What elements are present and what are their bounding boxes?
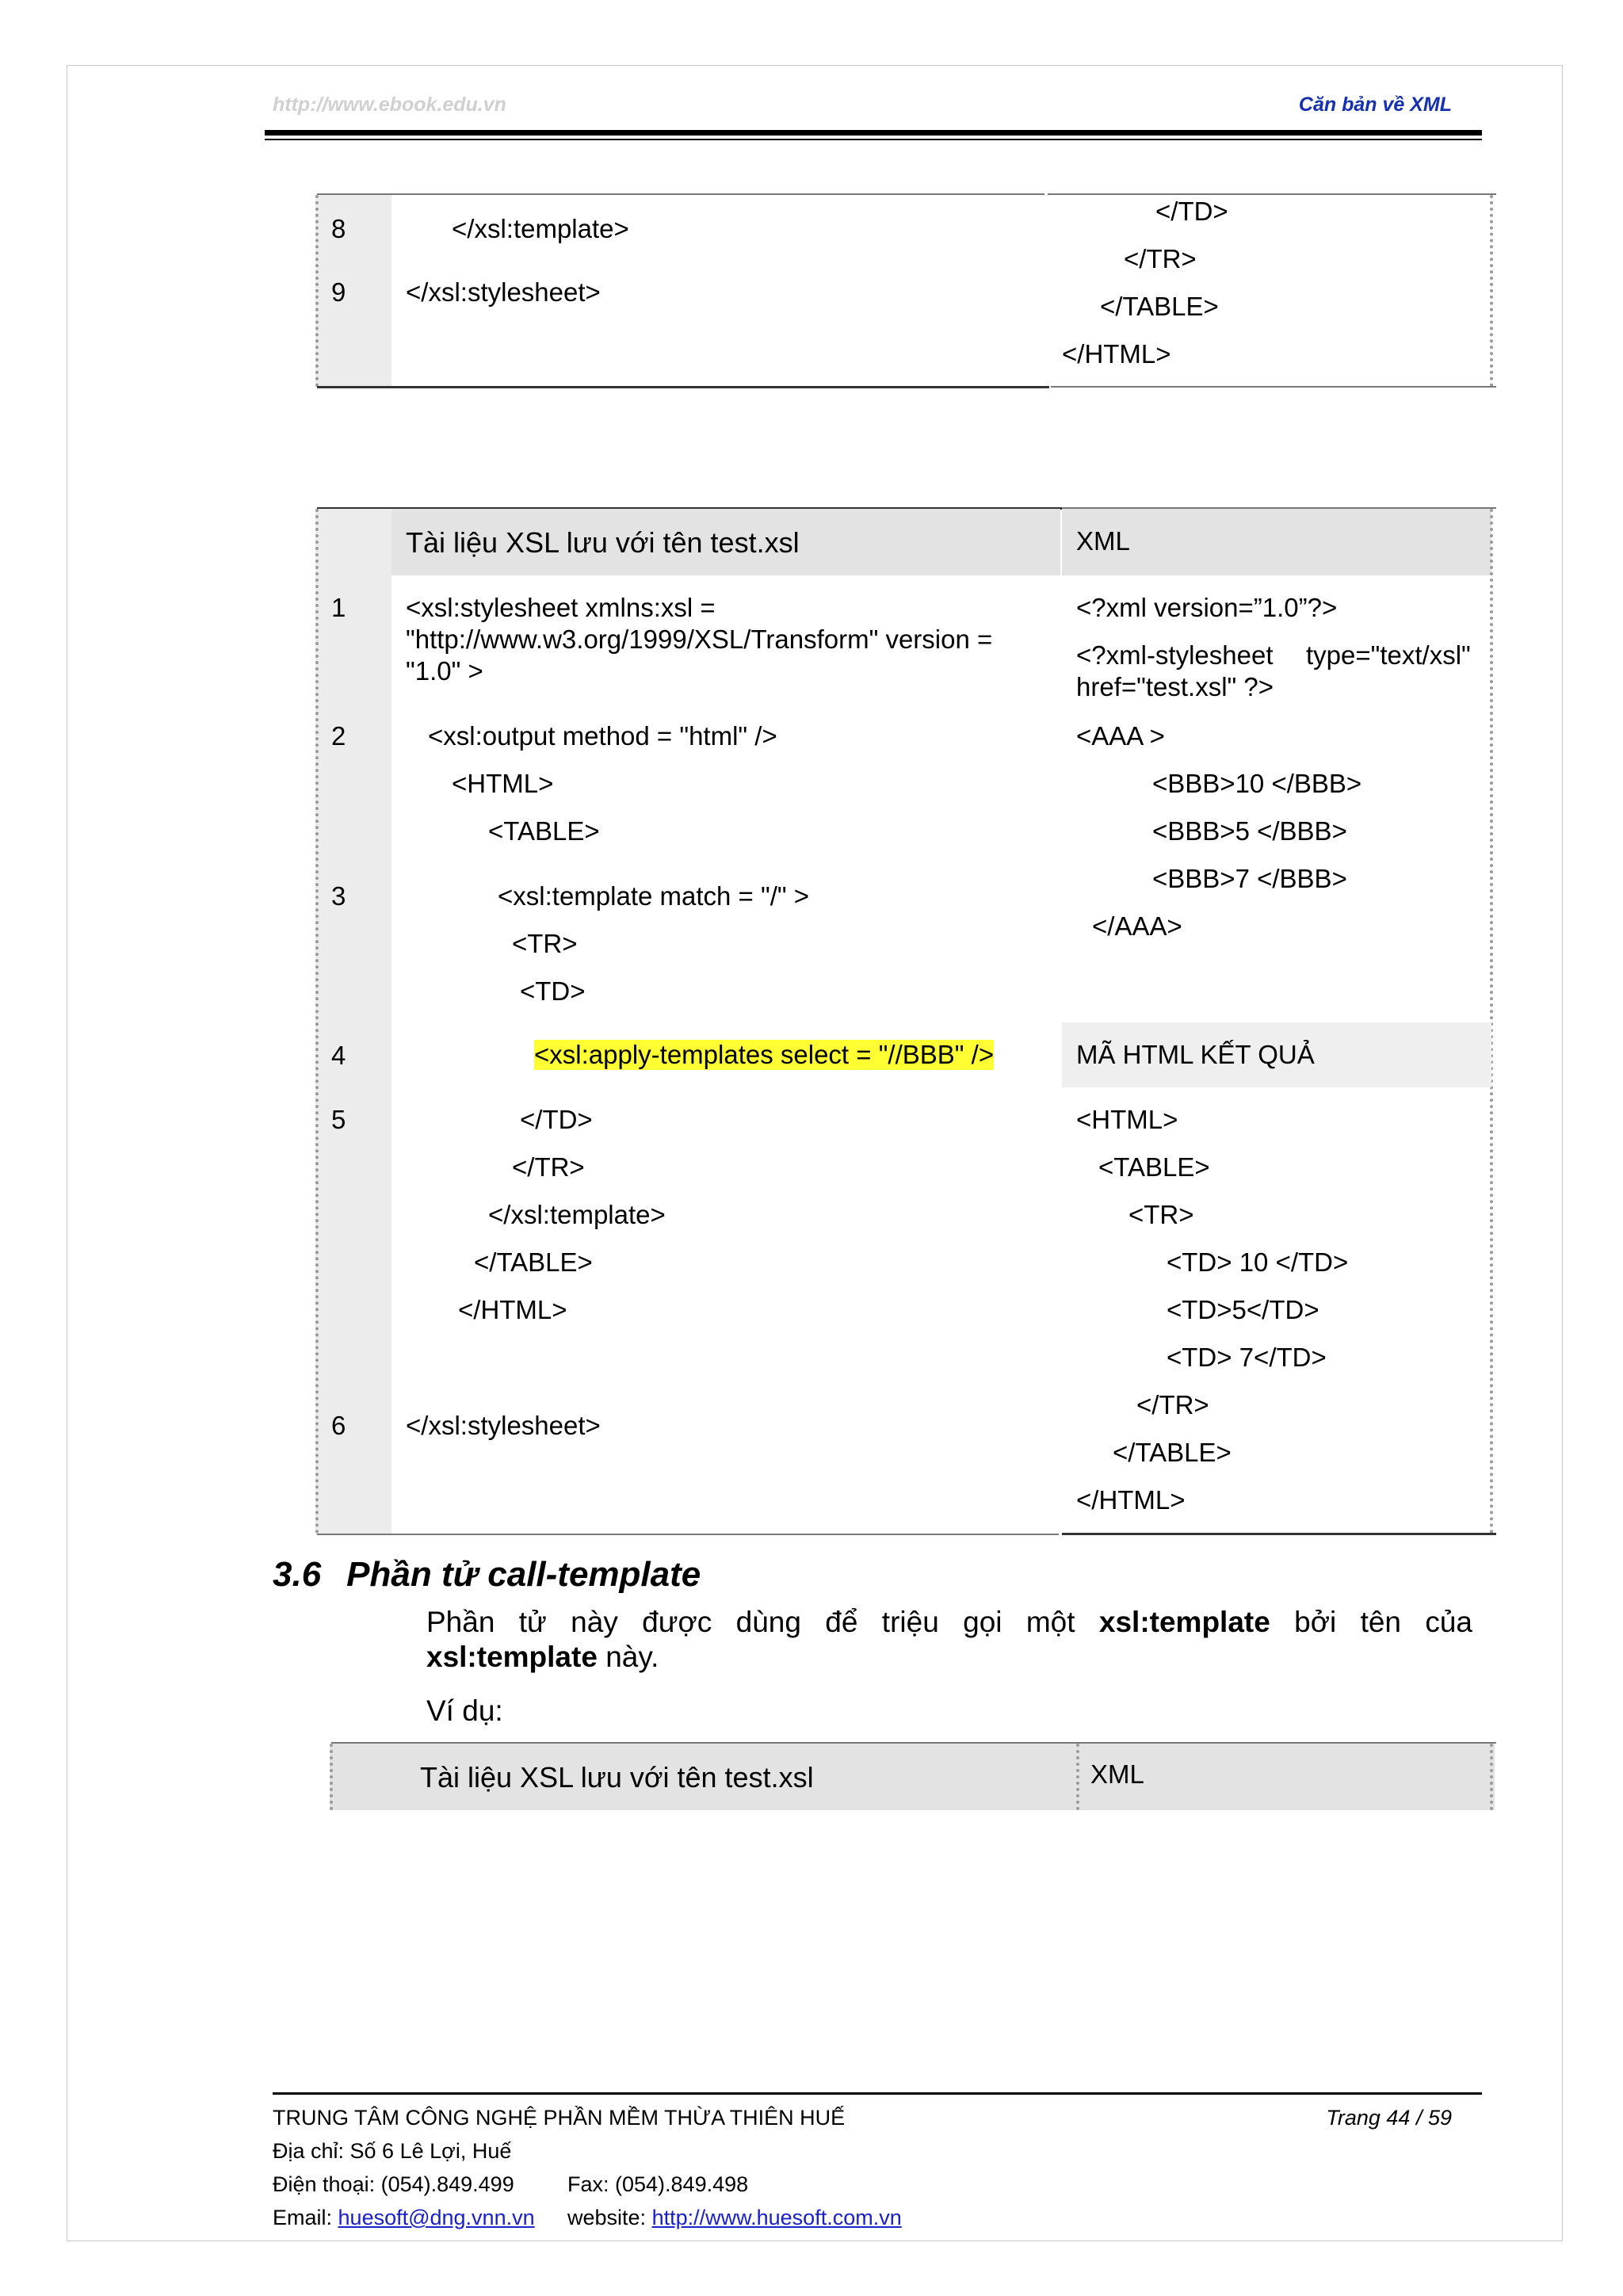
xml-code-line: type="text/xsl"	[1306, 640, 1471, 670]
line-number: 2	[331, 721, 346, 751]
highlighted-xsl-code-line: <xsl:apply-templates select = "//BBB" />	[534, 1040, 995, 1069]
section-number: 3.6	[273, 1555, 322, 1594]
line-number: 5	[331, 1105, 346, 1134]
section-heading	[273, 1555, 701, 1595]
line-number: 1	[331, 593, 346, 622]
footer-org: TRUNG TÂM CÔNG NGHỆ PHẦN MỀM THỪA THIÊN HUẾ	[273, 2106, 846, 2130]
xsl-code-line: </TABLE>	[474, 1247, 593, 1277]
line-number: 6	[331, 1411, 346, 1440]
page-frame	[67, 65, 1563, 2241]
table-border	[317, 1534, 1059, 1535]
xsl-code-line: <TABLE>	[488, 816, 600, 846]
html-code-line: </TR>	[1124, 244, 1197, 273]
line-number-gutter	[315, 509, 391, 1534]
table-header-xsl: Tài liệu XSL lưu với tên test.xsl	[420, 1761, 814, 1794]
line-number: 9	[331, 277, 346, 307]
table-border	[317, 193, 1044, 195]
result-code-line: </TR>	[1136, 1390, 1209, 1419]
paragraph-word: được	[642, 1606, 712, 1638]
result-code-line: <TD>5</TD>	[1167, 1295, 1319, 1324]
example-label: Ví dụ:	[426, 1694, 503, 1727]
paragraph-keyword: xsl:template	[1098, 1606, 1270, 1638]
section-paragraph-line-1	[426, 1606, 1472, 1639]
section-title: Phần tử call-template	[346, 1555, 701, 1594]
xsl-code-line: "1.0" >	[406, 656, 483, 686]
footer-website-row	[567, 2206, 902, 2230]
table-border	[1062, 1533, 1496, 1535]
xml-code-line: <BBB>7 </BBB>	[1152, 864, 1347, 893]
result-code-line: </HTML>	[1076, 1485, 1186, 1515]
footer-phone: Điện thoại: (054).849.499	[273, 2172, 514, 2196]
html-code-line: </TD>	[1155, 197, 1228, 226]
section-paragraph-line-2	[426, 1641, 659, 1674]
paragraph-word: dùng	[735, 1606, 801, 1638]
xsl-code-line: <TD>	[520, 976, 586, 1006]
header-rule	[265, 130, 1482, 136]
header-title: Căn bản về XML	[1298, 94, 1452, 116]
table-header-xml: XML	[1090, 1759, 1144, 1789]
table-border	[1490, 1744, 1493, 1810]
xsl-code-line: </xsl:template>	[488, 1200, 666, 1229]
line-number-gutter	[315, 195, 391, 387]
xsl-code-line: <HTML>	[452, 769, 554, 798]
xsl-code-line: </xsl:template>	[452, 214, 629, 243]
xml-code-line: <BBB>5 </BBB>	[1152, 816, 1347, 846]
xml-code-line: <?xml version=”1.0”?>	[1076, 593, 1338, 622]
xsl-code-line: <xsl:stylesheet xmlns:xsl =	[406, 593, 716, 622]
footer-email-row	[273, 2206, 535, 2230]
paragraph-word: tử	[518, 1606, 547, 1638]
xml-code-line: <BBB>10 </BBB>	[1152, 769, 1362, 798]
xsl-code-line: </xsl:stylesheet>	[406, 1411, 601, 1440]
result-code-line: <TABLE>	[1098, 1152, 1210, 1182]
xsl-code-line: </xsl:stylesheet>	[406, 277, 601, 307]
result-code-line: <TD> 7</TD>	[1167, 1343, 1327, 1372]
footer-website-label: website:	[567, 2206, 647, 2229]
html-code-line: </TABLE>	[1100, 292, 1219, 321]
table-border	[1051, 386, 1496, 388]
table-header-xml: XML	[1076, 526, 1130, 556]
paragraph-word: triệu	[881, 1606, 939, 1638]
header-site-url[interactable]: http://www.ebook.edu.vn	[273, 94, 506, 116]
page-number: Trang 44 / 59	[1326, 2106, 1452, 2130]
line-number: 4	[331, 1041, 346, 1070]
xsl-code-line: <xsl:template match = "/" >	[498, 881, 810, 911]
result-code-line: </TABLE>	[1113, 1438, 1232, 1467]
paragraph-text: này.	[597, 1641, 659, 1673]
paragraph-word: gọi	[963, 1606, 1002, 1638]
table-border	[317, 386, 1049, 388]
line-number: 8	[331, 214, 346, 243]
xsl-code-line: </HTML>	[458, 1295, 567, 1324]
xsl-code-line: "http://www.w3.org/1999/XSL/Transform" version =	[406, 625, 993, 654]
paragraph-word: một	[1025, 1606, 1075, 1638]
line-number: 3	[331, 881, 346, 911]
table-border	[1490, 509, 1493, 1534]
footer-email-link[interactable]: huesoft@dng.vnn.vn	[338, 2206, 535, 2229]
table-border	[1048, 193, 1496, 195]
paragraph-keyword: xsl:template	[426, 1641, 598, 1673]
paragraph-word: của	[1425, 1606, 1472, 1638]
xml-code-line: href="test.xsl" ?>	[1076, 672, 1274, 701]
footer-email-label: Email:	[273, 2206, 333, 2229]
html-code-line: </HTML>	[1062, 339, 1171, 369]
paragraph-word: này	[571, 1606, 618, 1638]
header-rule-thin	[265, 139, 1482, 140]
xml-code-line: <?xml-stylesheet	[1076, 640, 1274, 670]
table-border	[1490, 195, 1493, 387]
xml-code-line: </AAA>	[1092, 911, 1182, 941]
result-header: MÃ HTML KẾT QUẢ	[1076, 1040, 1315, 1069]
footer-website-link[interactable]: http://www.huesoft.com.vn	[651, 2206, 902, 2229]
xsl-code-line: <xsl:output method = "html" />	[428, 721, 777, 751]
table-header-xsl: Tài liệu XSL lưu với tên test.xsl	[406, 526, 800, 559]
footer-rule	[273, 2092, 1482, 2095]
paragraph-word: Phần	[426, 1606, 495, 1638]
result-code-line: <HTML>	[1076, 1105, 1178, 1134]
paragraph-word: tên	[1360, 1606, 1401, 1638]
xsl-code-line: </TD>	[520, 1105, 593, 1134]
result-code-line: <TD> 10 </TD>	[1167, 1247, 1349, 1277]
result-code-line: <TR>	[1128, 1200, 1194, 1229]
xsl-code-line: </TR>	[512, 1152, 585, 1182]
paragraph-word: để	[825, 1606, 858, 1638]
footer-fax: Fax: (054).849.498	[567, 2172, 749, 2196]
footer-address: Địa chỉ: Số 6 Lê Lợi, Huế	[273, 2139, 512, 2163]
xml-code-line: <AAA >	[1076, 721, 1165, 751]
xsl-code-line: <TR>	[512, 929, 578, 958]
paragraph-word: bởi	[1294, 1606, 1337, 1638]
